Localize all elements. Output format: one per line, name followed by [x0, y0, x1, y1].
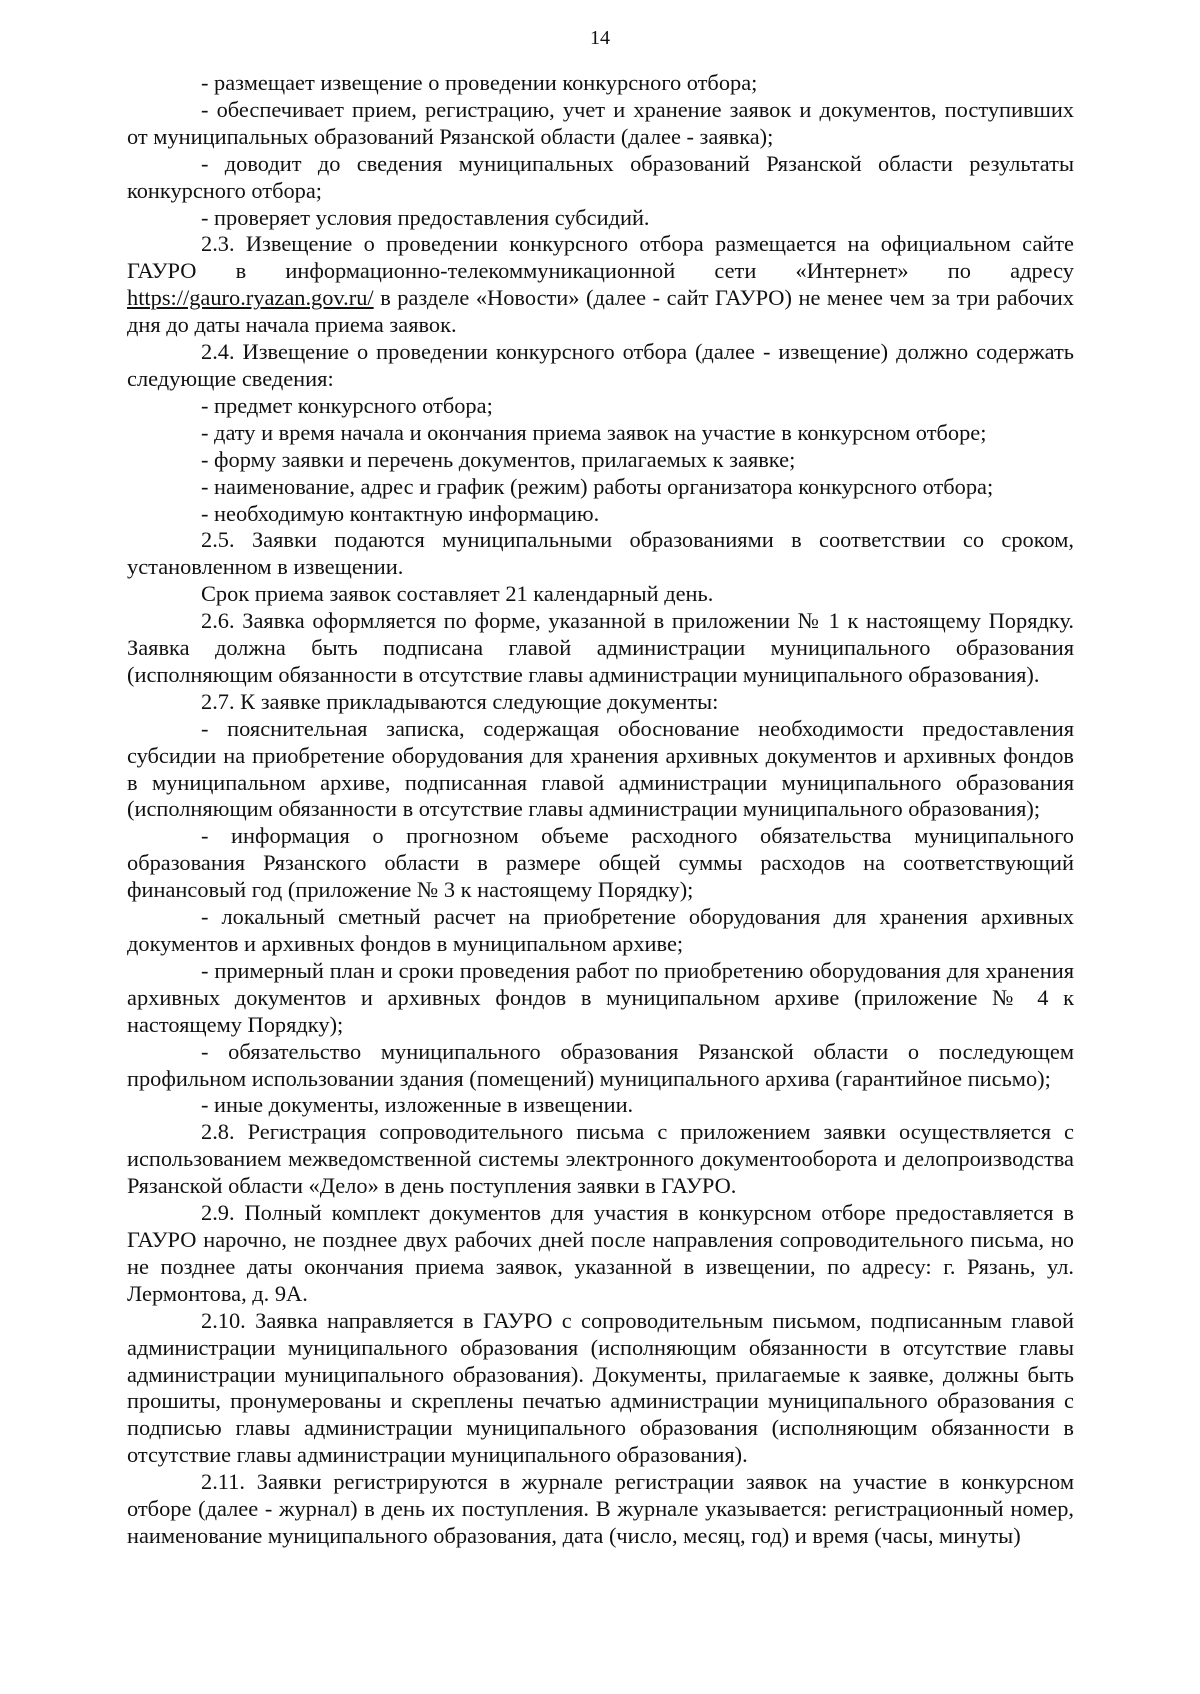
gauro-site-link[interactable]: https://gauro.ryazan.gov.ru/	[127, 285, 374, 311]
paragraph: - форму заявки и перечень документов, прилагаемых к заявке;	[201, 446, 796, 472]
paragraph: - размещает извещение о проведении конкурсного отбора;	[201, 70, 758, 95]
paragraph: - дату и время начала и окончания приема заявок на участие в конкурсном отборе;	[201, 419, 987, 445]
paragraph: 2.4. Извещение о проведении конкурсного отбора (далее - извещение) должно содержать следующие сведения:	[127, 339, 1074, 391]
document-body	[127, 70, 1074, 1550]
paragraph: - доводит до сведения муниципальных образований Рязанской области результаты конкурсного отбора;	[127, 150, 1074, 203]
paragraph: 2.7. К заявке прикладываются следующие документы:	[201, 688, 719, 714]
paragraph-text: в разделе «Новости» (далее - сайт ГАУРО) не менее чем за три рабочих дня до даты начала приема заявок.	[127, 285, 1074, 338]
paragraph: 2.6. Заявка оформляется по форме, указанной в приложении № 1 к настоящему Порядку. Заявка должна быть подписана главой администрации муниципального образования (исполняющим обязанности в отсутствие главы администрации муниципального образования).	[127, 608, 1074, 687]
paragraph: 2.11. Заявки регистрируются в журнале регистрации заявок на участие в конкурсном отборе (далее - журнал) в день их поступления. В журнале указывается: регистрационный номер, наименование муниципального образования, дата (число, месяц, год) и время (часы, минуты)	[127, 1469, 1074, 1548]
paragraph: - наименование, адрес и график (режим) работы организатора конкурсного отбора;	[201, 473, 994, 499]
paragraph: - локальный сметный расчет на приобретение оборудования для хранения архивных документов и архивных фондов в муниципальном архиве;	[127, 904, 1074, 956]
paragraph: - проверяет условия предоставления субсидий.	[201, 204, 650, 230]
paragraph: - информация о прогнозном объеме расходного обязательства муниципального образования Рязанского области в размере общей суммы расходов на соответствующий финансовый год (приложение № 3 к настоящему Порядку);	[127, 823, 1074, 903]
paragraph: 2.9. Полный комплект документов для участия в конкурсном отборе предоставляется в ГАУРО нарочно, не позднее двух рабочих дней после направления сопроводительного письма, но не позднее даты окончания приема заявок, указанной в извещении, по адресу: г. Рязань, ул. Лермонтова, д. 9А.	[127, 1200, 1074, 1306]
paragraph: - примерный план и сроки проведения работ по приобретению оборудования для хранения архивных документов и архивных фондов в муниципальном архиве (приложение № 4 к настоящему Порядку);	[127, 957, 1074, 1037]
page-number: 14	[590, 27, 610, 49]
paragraph: 2.10. Заявка направляется в ГАУРО с сопроводительным письмом, подписанным главой администрации муниципального образования (исполняющим обязанности в отсутствие главы администрации муниципального образования). Документы, прилагаемые к заявке, должны быть прошиты, пронумерованы и скреплены печатью администрации муниципального образования с подписью главы администрации муниципального образования (исполняющим обязанности в отсутствие главы администрации муниципального образования).	[127, 1307, 1074, 1468]
paragraph: Срок приема заявок составляет 21 календарный день.	[201, 581, 714, 607]
paragraph: - необходимую контактную информацию.	[201, 500, 600, 526]
paragraph: - пояснительная записка, содержащая обоснование необходимости предоставления субсидии на приобретение оборудования для хранения архивных документов и архивных фондов в муниципальном архиве, подписанная главой администрации муниципального образования (исполняющим обязанности в отсутствие главы администрации муниципального образования);	[127, 715, 1074, 822]
paragraph: 2.5. Заявки подаются муниципальными образованиями в соответствии со сроком, установленном в извещении.	[127, 527, 1074, 580]
paragraph: - обязательство муниципального образования Рязанской области о последующем профильном использовании здания (помещений) муниципального архива (гарантийное письмо);	[127, 1038, 1074, 1091]
paragraph: - иные документы, изложенные в извещении.	[201, 1092, 634, 1118]
paragraph: - предмет конкурсного отбора;	[201, 392, 493, 418]
paragraph-2-3	[127, 231, 1074, 339]
paragraph-text: 2.3. Извещение о проведении конкурсного отбора размещается на официальном сайте ГАУРО в информационно-телекоммуникационной сети «Интернет» по адресу	[127, 231, 1074, 284]
paragraph: - обеспечивает прием, регистрацию, учет и хранение заявок и документов, поступивших от муниципальных образований Рязанской области (далее - заявка);	[127, 96, 1074, 149]
paragraph: 2.8. Регистрация сопроводительного письма с приложением заявки осуществляется с использованием межведомственной системы электронного документооборота и делопроизводства Рязанской области «Дело» в день поступления заявки в ГАУРО.	[127, 1119, 1074, 1199]
